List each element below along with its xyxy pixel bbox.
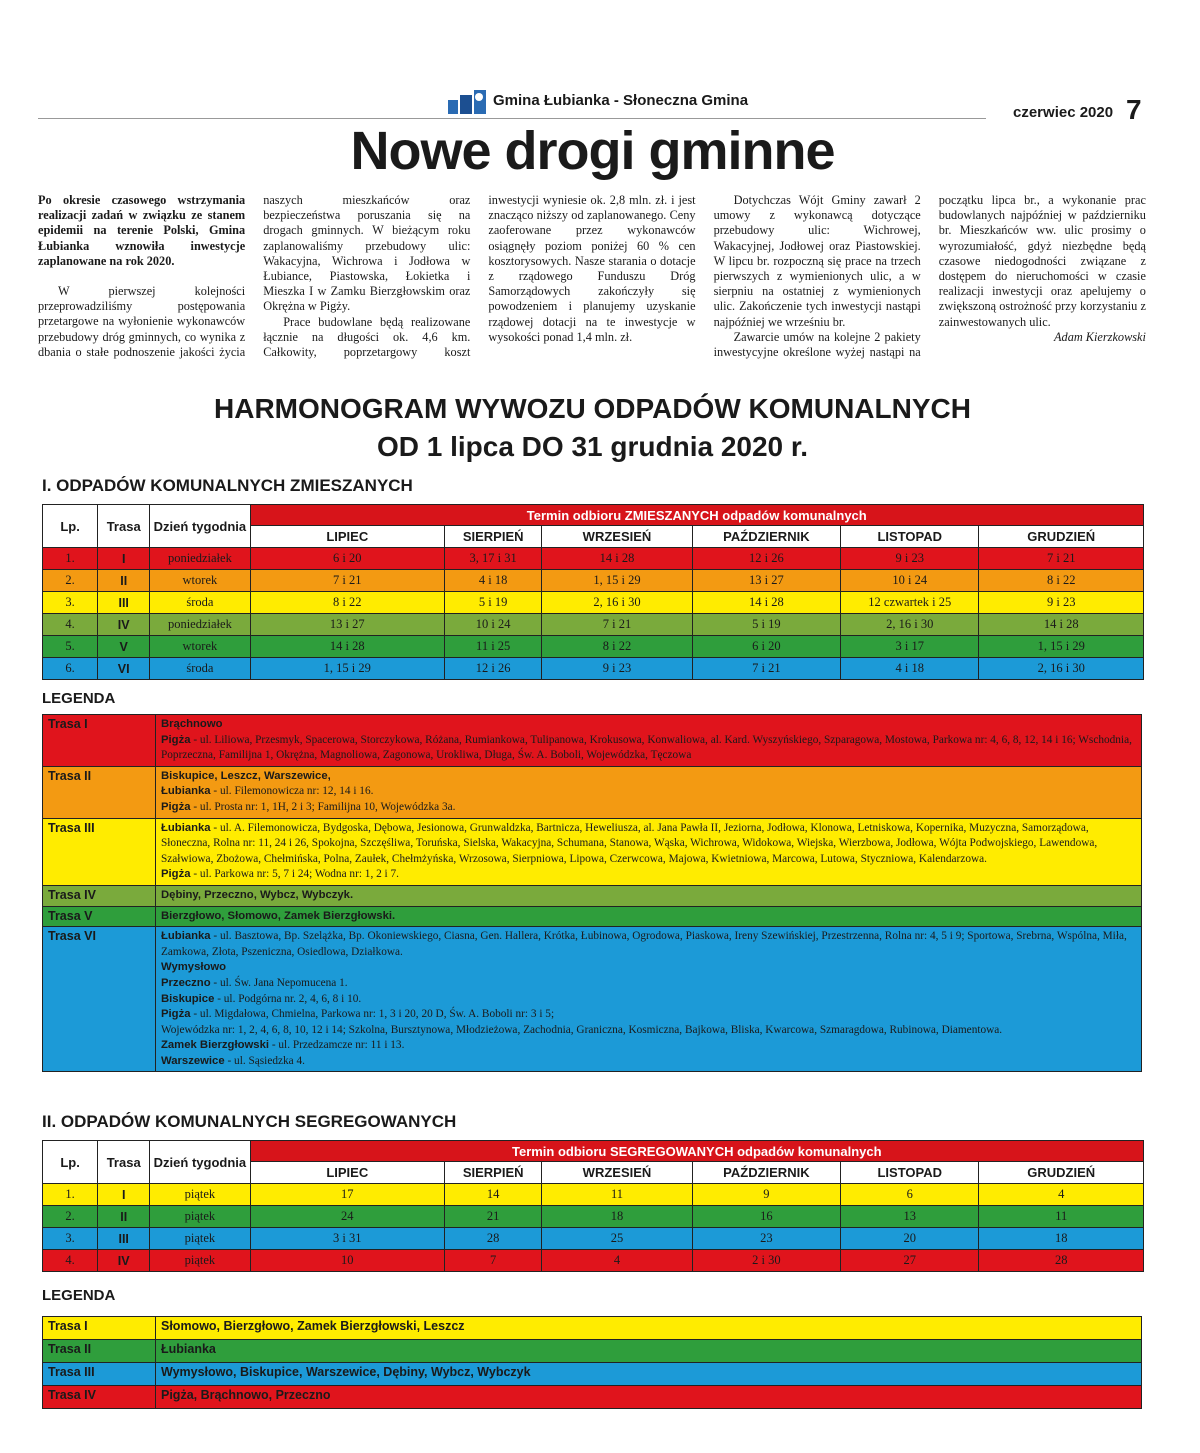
row-day: poniedziałek (150, 614, 250, 636)
row-lp: 5. (43, 636, 98, 658)
pickup-dates-cell: 5 i 19 (692, 614, 840, 636)
locality-name: Brąchnowo (161, 718, 223, 730)
legend-route-label: Trasa V (43, 906, 156, 927)
pickup-dates-cell: 12 czwartek i 25 (841, 592, 979, 614)
pickup-dates-cell: 18 (979, 1228, 1144, 1250)
pickup-dates-cell: 11 i 25 (445, 636, 542, 658)
mixed-waste-legend-table (42, 714, 1142, 1072)
pickup-dates-cell: 9 i 23 (841, 548, 979, 570)
legend-line (161, 717, 1136, 733)
row-lp: 2. (43, 1206, 98, 1228)
pickup-dates-cell: 17 (250, 1184, 445, 1206)
pickup-dates-cell: 13 i 27 (692, 570, 840, 592)
row-trasa: III (98, 592, 150, 614)
pickup-dates-cell: 2, 16 i 30 (542, 592, 692, 614)
legend-route-label: Trasa VI (43, 927, 156, 1072)
pickup-dates-cell: 10 (250, 1250, 445, 1272)
pickup-dates-cell: 4 i 18 (841, 658, 979, 680)
pickup-dates-cell: 3 i 17 (841, 636, 979, 658)
legend-route-label: Trasa IV (43, 1386, 156, 1409)
street-list: - ul. Filemonowicza nr: 12, 14 i 16. (210, 785, 374, 798)
pickup-dates-cell: 20 (841, 1228, 979, 1250)
pickup-dates-cell: 2 i 30 (692, 1250, 840, 1272)
street-list: - ul. Podgórna nr. 2, 4, 6, 8 i 10. (214, 992, 362, 1005)
row-trasa: II (98, 1206, 150, 1228)
legend-route-localities: Słomowo, Bierzgłowo, Zamek Bierzgłowski, Leszcz (156, 1317, 1142, 1340)
pickup-dates-cell: 6 i 20 (250, 548, 445, 570)
pickup-dates-cell: 8 i 22 (979, 570, 1144, 592)
article-paragraph: W pierwszej kolejności przeprowadziliśmy postępowania przetargowe na wyłonienie wykonawców przebudowy dróg gminnych, co wynika z dbania o stałe podnoszenie jakości życia naszych mieszkańców oraz bezpieczeństwa poruszania się na drogach gminnych. W bieżącym roku zaplanowaliśmy przebudowy ulic: Wakacyjna, Wichrowa i Jodłowa w Łubiance, Piastowska, Łokietka i Mieszka I w Zamku Bierzgłowskim oraz Okrężna w Pigży. (38, 193, 471, 359)
col-lp-header: Lp. (43, 505, 98, 548)
pickup-dates-cell: 14 (445, 1184, 542, 1206)
legend-line (161, 1023, 1136, 1039)
legend-route-streets (156, 927, 1142, 1072)
street-list: - ul. Przedzamcze nr: 11 i 13. (269, 1039, 405, 1052)
pickup-dates-cell: 2, 16 i 30 (841, 614, 979, 636)
legend-line (161, 1054, 1136, 1070)
row-day: poniedziałek (150, 548, 250, 570)
term-header: Termin odbioru ZMIESZANYCH odpadów komunalnych (250, 505, 1143, 526)
col-day-header: Dzień tygodnia (150, 505, 250, 548)
gmina-logo-icon (448, 90, 486, 114)
month-header: WRZESIEŃ (542, 1162, 692, 1184)
pickup-dates-cell: 14 i 28 (542, 548, 692, 570)
month-header: WRZESIEŃ (542, 526, 692, 548)
row-trasa: II (98, 570, 150, 592)
row-day: środa (150, 592, 250, 614)
row-trasa: VI (98, 658, 150, 680)
pickup-dates-cell: 13 i 27 (250, 614, 445, 636)
street-list: - ul. Migdałowa, Chmielna, Parkowa nr: 1, 3 i 20, 20 D, Św. A. Boboli nr: 3 i 5; (190, 1008, 555, 1021)
mixed-waste-schedule-table (42, 504, 1144, 680)
col-lp-header: Lp. (43, 1141, 98, 1184)
locality-name: Łubianka (161, 930, 211, 943)
section-segregated-title: II. ODPADÓW KOMUNALNYCH SEGREGOWANYCH (42, 1112, 457, 1131)
legend-route-localities: Wymysłowo, Biskupice, Warszewice, Dębiny, Wybcz, Wybczyk (156, 1363, 1142, 1386)
locality-name: Pigża (161, 733, 191, 746)
legend-line (161, 769, 1136, 785)
row-lp: 2. (43, 570, 98, 592)
pickup-dates-cell: 14 i 28 (979, 614, 1144, 636)
legend-line (161, 821, 1136, 868)
pickup-dates-cell: 14 i 28 (692, 592, 840, 614)
page-header (38, 88, 1168, 125)
legend-line (161, 976, 1136, 992)
legend-route-localities: Łubianka (156, 1340, 1142, 1363)
pickup-dates-cell: 18 (542, 1206, 692, 1228)
pickup-dates-cell: 11 (542, 1184, 692, 1206)
schedule-heading-line1: HARMONOGRAM WYWOZU ODPADÓW KOMUNALNYCH (214, 393, 971, 424)
legend-line (161, 733, 1136, 764)
pickup-dates-cell: 8 i 22 (250, 592, 445, 614)
legend-row (43, 766, 1142, 818)
legend-route-label: Trasa I (43, 1317, 156, 1340)
legend-route-streets (156, 818, 1142, 885)
legend-line (161, 929, 1136, 960)
segregated-waste-legend-table (42, 1316, 1142, 1409)
pickup-dates-cell: 6 i 20 (692, 636, 840, 658)
pickup-dates-cell: 5 i 19 (445, 592, 542, 614)
row-day: wtorek (150, 636, 250, 658)
schedule-row (43, 658, 1144, 680)
legend-row (43, 927, 1142, 1072)
col-trasa-header: Trasa (98, 1141, 150, 1184)
page-number: 7 (1126, 94, 1142, 125)
pickup-dates-cell: 7 i 21 (692, 658, 840, 680)
col-day-header: Dzień tygodnia (150, 1141, 250, 1184)
legend-route-label: Trasa III (43, 1363, 156, 1386)
legend-line (161, 800, 1136, 816)
schedule-row (43, 614, 1144, 636)
pickup-dates-cell: 23 (692, 1228, 840, 1250)
legend-route-streets (156, 766, 1142, 818)
row-lp: 1. (43, 548, 98, 570)
pickup-dates-cell: 16 (692, 1206, 840, 1228)
legend-line (161, 992, 1136, 1008)
legend-segregated-title: LEGENDA (42, 1287, 116, 1304)
month-header: SIERPIEŃ (445, 1162, 542, 1184)
pickup-dates-cell: 3, 17 i 31 (445, 548, 542, 570)
pickup-dates-cell: 28 (979, 1250, 1144, 1272)
legend-route-streets (156, 906, 1142, 927)
pickup-dates-cell: 4 (979, 1184, 1144, 1206)
row-trasa: IV (98, 1250, 150, 1272)
pickup-dates-cell: 7 i 21 (979, 548, 1144, 570)
month-header: LIPIEC (250, 526, 445, 548)
locality-name: Biskupice (161, 992, 215, 1005)
term-header: Termin odbioru SEGREGOWANYCH odpadów komunalnych (250, 1141, 1143, 1162)
article-paragraph: Prace budowlane będą realizowane łącznie na długości ok. 4,6 km. Całkowity, poprzetargowy koszt inwestycji wyniesie ok. 2,8 mln. zł. i jest znacząco niższy od zaplanowanego. Ceny zaoferowane przez wykonawców osiągnęły poziom poniżej 60 % cen kosztorysowych. Nasze starania o dotacje z rządowego Funduszu Dróg Samorządowych zakończyły się powodzeniem i planujemy uzyskanie rządowej dotacji na te inwestycje w wysokości ponad 1,4 mln. zł. (263, 193, 696, 360)
street-list: - ul. Basztowa, Bp. Szelążka, Bp. Okoniewskiego, Ciasna, Gen. Hallera, Krótka, Łubinowa, Ogrodowa, Piaskowa, Ireny Szewińskiej, Przestrzenna, Rolna nr: 4, 5 i 9; Sportowa, Srebrna, Wspólna, Miła, Zamkowa, Złota, Pszeniczna, Osiedlowa, Działkowa. (161, 930, 1127, 958)
issue-date: czerwiec 2020 (1013, 104, 1114, 121)
schedule-row (43, 1206, 1144, 1228)
locality-name: Zamek Bierzgłowski (161, 1039, 269, 1052)
pickup-dates-cell: 24 (250, 1206, 445, 1228)
pickup-dates-cell: 13 (841, 1206, 979, 1228)
legend-line (161, 1007, 1136, 1023)
legend-line (161, 867, 1136, 883)
row-trasa: I (98, 548, 150, 570)
header-row (43, 1141, 1144, 1162)
article-paragraph: Dotychczas Wójt Gminy zawarł 2 umowy z wykonawcą dotyczące przebudowy ulic: Wichrowej, Wakacyjnej, Jodłowej oraz Piastowskiej. W lipcu br. rozpoczną się prace na trzech pierwszych z wymienionych ulic, a w sierpniu na ostatniej z wymienionych ulic. Zakończenie tych inwestycji nastąpi najpóźniej we wrześniu br. (713, 193, 921, 329)
locality-name: Wymysłowo (161, 961, 227, 974)
pickup-dates-cell: 4 i 18 (445, 570, 542, 592)
pickup-dates-cell: 25 (542, 1228, 692, 1250)
schedule-row (43, 1184, 1144, 1206)
street-list: - ul. Prosta nr: 1, 1H, 2 i 3; Familijna 10, Wojewódzka 3a. (190, 800, 456, 813)
legend-route-label: Trasa II (43, 1340, 156, 1363)
month-header: GRUDZIEŃ (979, 526, 1144, 548)
legend-line (161, 888, 1136, 904)
legend-route-label: Trasa I (43, 715, 156, 767)
row-trasa: III (98, 1228, 150, 1250)
legend-row (43, 1340, 1142, 1363)
locality-name: Pigża (161, 1008, 191, 1021)
street-list: - ul. A. Filemonowicza, Bydgoska, Dębowa, Jesionowa, Grunwaldzka, Bartnicza, Heweliusza, al. Jana Pawła II, Jeziorna, Jodłowa, Klonowa, Letniskowa, Kopernika, Muzyczna, Samorządowa, Słoneczna, Rolna nr: 11, 24 i 26, Spokojna, Szczęśliwa, Toruńska, Sielska, Wakacyjna, Schumana, Stanowa, Wąska, Wichrowa, Widokowa, Wiejska, Wierzbowa, Jodłowa, Wójta Podwojskiego, Lawendowa, Szałwiowa, Zbożowa, Chełmińska, Polna, Zaułek, Chełmżyńska, Wrzosowa, Sierpniowa, Lipowa, Czerwcowa, Majowa, Kwietniowa, Marcowa, Lutowa, Styczniowa, Kalendarzowa. (161, 821, 1098, 865)
pickup-dates-cell: 10 i 24 (445, 614, 542, 636)
street-list: Wojewódzka nr: 1, 2, 4, 6, 8, 10, 12 i 14; Szkolna, Bursztynowa, Młodzieżowa, Zachodnia, Graniczna, Kosmiczna, Bajkowa, Bliska, Kwarcowa, Szmaragdowa, Rubinowa, Diamentowa. (161, 1023, 1003, 1036)
row-day: piątek (150, 1250, 250, 1272)
pickup-dates-cell: 7 (445, 1250, 542, 1272)
month-header: GRUDZIEŃ (979, 1162, 1144, 1184)
schedule-heading (0, 390, 1185, 466)
legend-line (161, 1038, 1136, 1054)
legend-row (43, 906, 1142, 927)
legend-line (161, 909, 1136, 925)
legend-mixed-title: LEGENDA (42, 690, 116, 707)
article-lead: Po okresie czasowego wstrzymania realizacji zadań w związku ze stanem epidemii na terenie Polski, Gmina Łubianka wznowiła inwestycje zaplanowane na rok 2020. (38, 193, 246, 268)
locality-name: Biskupice, Leszcz, Warszewice, (161, 769, 331, 782)
locality-name: Przeczno (161, 976, 211, 989)
legend-route-label: Trasa II (43, 766, 156, 818)
legend-route-label: Trasa IV (43, 885, 156, 906)
street-list: - ul. Sąsiedzka 4. (224, 1054, 305, 1067)
row-lp: 3. (43, 1228, 98, 1250)
row-day: środa (150, 658, 250, 680)
article-paragraph: Zawarcie umów na kolejne 2 pakiety inwestycyjne określone wyżej nastąpi na początku lipca br., a wykonanie prac budowlanych najpóźniej w październiku br. Mieszkańców ww. ulic prosimy o wyrozumiałość, gdyż niezbędne będą czasowe niedogodności związane z dostępem do nieruchomości w czasie realizacji inwestycji oraz apelujemy o zwiększoną ostrożność przy korzystaniu z zainwestowanych ulic. (713, 193, 1146, 360)
legend-route-localities: Pigża, Brąchnowo, Przeczno (156, 1386, 1142, 1409)
header-rule (38, 118, 986, 119)
street-list: - ul. Liliowa, Przesmyk, Spacerowa, Storczykowa, Różana, Rumiankowa, Tulipanowa, Krokusowa, Konwaliowa, al. Kard. Wyszyńskiego, Szparagowa, Mostowa, Parkowa nr: 4, 6, 8, 12, 14 i 16; Wschodnia, Poprzeczna, Familijna 1, Okrężna, Magnoliowa, Zagonowa, Urokliwa, Długa, Św. A. Boboli, Wojewódzka, Tęczowa (161, 733, 1132, 762)
pickup-dates-cell: 7 i 21 (250, 570, 445, 592)
pickup-dates-cell: 10 i 24 (841, 570, 979, 592)
pickup-dates-cell: 14 i 28 (250, 636, 445, 658)
schedule-row (43, 636, 1144, 658)
locality-name: Dębiny, Przeczno, Wybcz, Wybczyk. (161, 888, 354, 901)
legend-row (43, 885, 1142, 906)
pickup-dates-cell: 2, 16 i 30 (979, 658, 1144, 680)
pickup-dates-cell: 9 i 23 (542, 658, 692, 680)
pickup-dates-cell: 3 i 31 (250, 1228, 445, 1250)
schedule-row (43, 592, 1144, 614)
schedule-heading-line2: OD 1 lipca DO 31 grudnia 2020 r. (376, 431, 809, 462)
locality-name: Warszewice (161, 1054, 225, 1067)
locality-name: Bierzgłowo, Słomowo, Zamek Bierzgłowski. (161, 909, 396, 922)
row-trasa: I (98, 1184, 150, 1206)
legend-line (161, 784, 1136, 800)
legend-row (43, 818, 1142, 885)
month-header: PAŹDZIERNIK (692, 1162, 840, 1184)
row-trasa: IV (98, 614, 150, 636)
row-lp: 1. (43, 1184, 98, 1206)
pickup-dates-cell: 9 (692, 1184, 840, 1206)
pickup-dates-cell: 9 i 23 (979, 592, 1144, 614)
pickup-dates-cell: 21 (445, 1206, 542, 1228)
locality-name: Łubianka (161, 821, 211, 834)
pickup-dates-cell: 12 i 26 (692, 548, 840, 570)
pickup-dates-cell: 1, 15 i 29 (542, 570, 692, 592)
pickup-dates-cell: 1, 15 i 29 (979, 636, 1144, 658)
legend-route-label: Trasa III (43, 818, 156, 885)
segregated-waste-schedule-table (42, 1140, 1144, 1272)
legend-row (43, 1363, 1142, 1386)
article-author: Adam Kierzkowski (1054, 329, 1146, 344)
row-lp: 6. (43, 658, 98, 680)
row-trasa: V (98, 636, 150, 658)
legend-row (43, 1386, 1142, 1409)
col-trasa-header: Trasa (98, 505, 150, 548)
legend-route-streets (156, 715, 1142, 767)
pickup-dates-cell: 1, 15 i 29 (250, 658, 445, 680)
publication-name: Gmina Łubianka - Słoneczna Gmina (493, 92, 749, 109)
legend-row (43, 715, 1142, 767)
pickup-dates-cell: 6 (841, 1184, 979, 1206)
pickup-dates-cell: 8 i 22 (542, 636, 692, 658)
month-header: LISTOPAD (841, 526, 979, 548)
legend-line (161, 960, 1136, 976)
legend-route-streets (156, 885, 1142, 906)
row-day: piątek (150, 1228, 250, 1250)
locality-name: Łubianka (161, 785, 211, 798)
pickup-dates-cell: 4 (542, 1250, 692, 1272)
section-mixed-title: I. ODPADÓW KOMUNALNYCH ZMIESZANYCH (42, 476, 413, 495)
schedule-row (43, 1250, 1144, 1272)
row-lp: 4. (43, 1250, 98, 1272)
street-list: - ul. Parkowa nr: 5, 7 i 24; Wodna nr: 1, 2 i 7. (190, 868, 399, 881)
month-header: SIERPIEŃ (445, 526, 542, 548)
pickup-dates-cell: 28 (445, 1228, 542, 1250)
article-body (38, 193, 1146, 373)
row-lp: 3. (43, 592, 98, 614)
row-day: piątek (150, 1206, 250, 1228)
locality-name: Pigża (161, 800, 191, 813)
month-header: LIPIEC (250, 1162, 445, 1184)
row-day: piątek (150, 1184, 250, 1206)
header-row (43, 505, 1144, 526)
schedule-row (43, 570, 1144, 592)
pickup-dates-cell: 27 (841, 1250, 979, 1272)
legend-row (43, 1317, 1142, 1340)
month-header: PAŹDZIERNIK (692, 526, 840, 548)
pickup-dates-cell: 12 i 26 (445, 658, 542, 680)
row-lp: 4. (43, 614, 98, 636)
pickup-dates-cell: 11 (979, 1206, 1144, 1228)
schedule-row (43, 1228, 1144, 1250)
article-title: Nowe drogi gminne (350, 121, 835, 181)
month-header: LISTOPAD (841, 1162, 979, 1184)
locality-name: Pigża (161, 868, 191, 881)
row-day: wtorek (150, 570, 250, 592)
pickup-dates-cell: 7 i 21 (542, 614, 692, 636)
schedule-row (43, 548, 1144, 570)
street-list: - ul. Św. Jana Nepomucena 1. (210, 976, 348, 989)
